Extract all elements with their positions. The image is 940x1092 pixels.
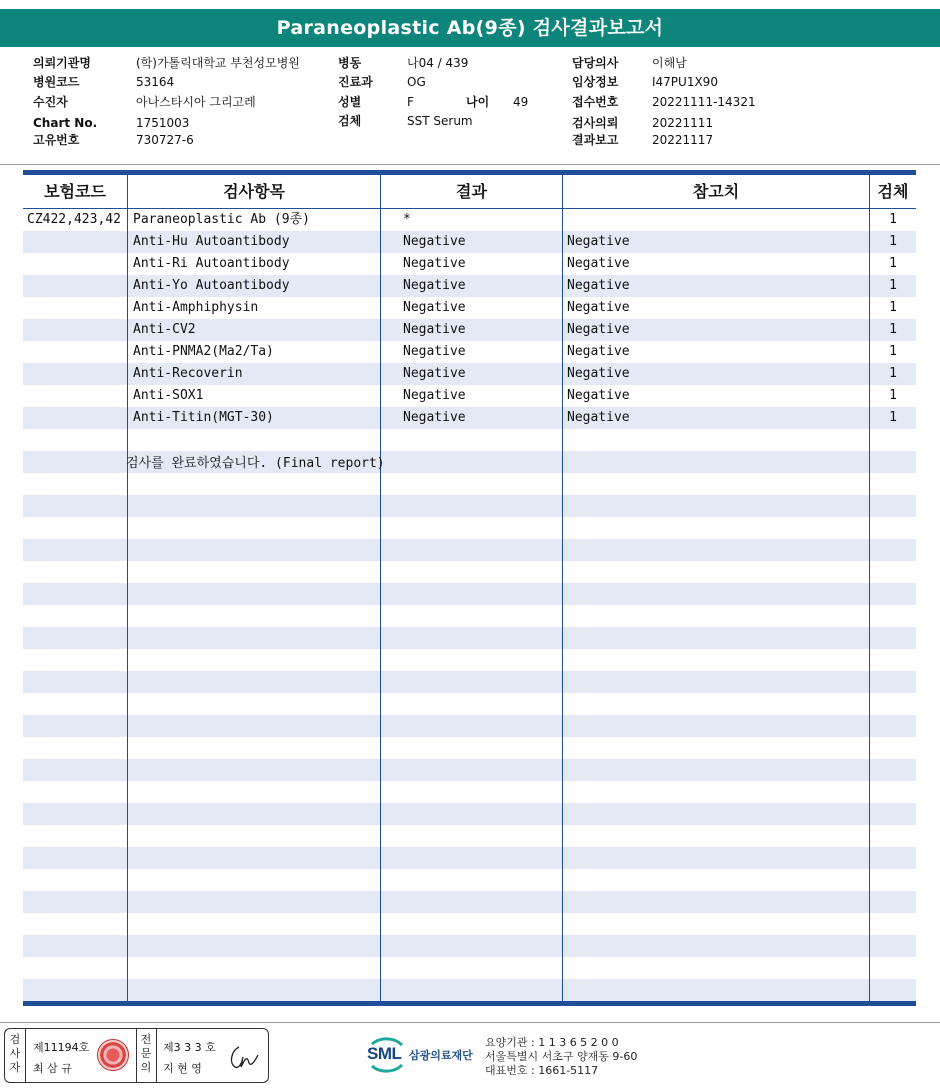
contact-line: 요양기관 : 1 1 3 6 5 2 0 0 (485, 1036, 619, 1049)
cell-reference: Negative (567, 388, 630, 403)
cell-specimen: 1 (889, 366, 897, 381)
cell-reference: Negative (567, 410, 630, 425)
official-seal-icon (97, 1039, 129, 1071)
examiner-label: 검사자 (9, 1033, 21, 1074)
cell-item: Anti-PNMA2(Ma2/Ta) (133, 344, 274, 359)
cell-specimen: 1 (889, 256, 897, 271)
confirmer-name: 지 현 영 (163, 1062, 202, 1075)
report-title: Paraneoplastic Ab(9종) 검사결과보고서 (0, 9, 940, 47)
header-label-institution: 의뢰기관명 (33, 56, 91, 70)
column-header-code: 보험코드 (44, 182, 106, 201)
column-header-result: 결과 (456, 182, 487, 201)
header-label-hospital-code: 병원코드 (33, 75, 80, 89)
cell-reference: Negative (567, 322, 630, 337)
cell-specimen: 1 (889, 300, 897, 315)
header-label-chart-no: Chart No. (33, 116, 98, 130)
cell-specimen: 1 (889, 234, 897, 249)
header-value-ward: 나04 / 439 (407, 56, 469, 70)
header-value-doctor: 이해남 (652, 56, 687, 70)
cell-reference: Negative (567, 278, 630, 293)
table-stripe (23, 583, 916, 605)
header-label-ward: 병동 (338, 56, 362, 70)
cell-result: Negative (403, 410, 466, 425)
cell-result: Negative (403, 344, 466, 359)
table-row (23, 341, 916, 363)
header-value-department: OG (407, 75, 426, 89)
table-stripe (23, 979, 916, 1001)
cell-item: Anti-Titin(MGT-30) (133, 410, 274, 425)
examiner-license: 제11194호 (33, 1041, 90, 1054)
footer-divider (0, 1022, 940, 1023)
column-header-specimen: 검체 (877, 182, 909, 201)
table-stripe (23, 935, 916, 957)
cell-result: Negative (403, 256, 466, 271)
cell-specimen: 1 (889, 344, 897, 359)
header-value-institution: (학)가톨릭대학교 부천성모병원 (136, 56, 300, 70)
header-value-request-date: 20221111 (652, 116, 714, 130)
table-stripe (23, 759, 916, 781)
table-row (23, 253, 916, 275)
table-row (23, 275, 916, 297)
cell-item: Anti-Amphiphysin (133, 300, 259, 315)
examiner-name: 최 삼 규 (33, 1062, 72, 1075)
cell-reference: Negative (567, 256, 630, 271)
cell-reference: Negative (567, 234, 630, 249)
header-label-patient: 수진자 (33, 95, 68, 109)
table-row (23, 407, 916, 429)
header-divider (0, 164, 940, 165)
header-value-age: 49 (513, 95, 529, 109)
cell-reference: Negative (567, 366, 630, 381)
table-stripe (23, 891, 916, 913)
header-label-sex: 성별 (338, 95, 362, 109)
table-bottom-border (23, 1001, 916, 1006)
organization-name: 삼광의료재단 (409, 1049, 473, 1062)
contact-line: 대표번호 : 1661-5117 (485, 1064, 599, 1077)
table-row (23, 231, 916, 253)
signature-divider (136, 1029, 137, 1082)
cell-item: Anti-SOX1 (133, 388, 204, 403)
cell-result: * (403, 212, 411, 227)
table-stripe (23, 715, 916, 737)
cell-specimen: 1 (889, 212, 897, 227)
signature-box (4, 1028, 269, 1083)
cell-item: Anti-Hu Autoantibody (133, 234, 290, 249)
header-label-clinical-info: 임상정보 (572, 75, 619, 89)
cell-reference: Negative (567, 344, 630, 359)
table-stripe (23, 671, 916, 693)
table-row (23, 363, 916, 385)
cell-item: Anti-Recoverin (133, 366, 243, 381)
header-label-receipt-no: 접수번호 (572, 95, 619, 109)
cell-item: Paraneoplastic Ab (9종) (133, 212, 310, 227)
header-label-report-date: 결과보고 (572, 133, 619, 147)
cell-result: Negative (403, 300, 466, 315)
table-row (23, 209, 916, 231)
header-value-report-date: 20221117 (652, 133, 714, 147)
header-value-chart-no: 1751003 (136, 116, 190, 130)
cell-result: Negative (403, 278, 466, 293)
header-label-age: 나이 (466, 95, 490, 109)
cell-code: CZ422,423,42 (27, 212, 121, 227)
table-stripe (23, 495, 916, 517)
contact-info (485, 1036, 637, 1078)
header-value-sex: F (407, 95, 414, 109)
sml-logo (366, 1036, 478, 1074)
cell-item: Anti-Yo Autoantibody (133, 278, 290, 293)
header-value-specimen: SST Serum (407, 114, 473, 128)
cell-item: Anti-Ri Autoantibody (133, 256, 290, 271)
report-header (0, 0, 940, 164)
cell-item: Anti-CV2 (133, 322, 196, 337)
cell-specimen: 1 (889, 410, 897, 425)
header-value-unique-no: 730727-6 (136, 133, 194, 147)
header-label-specimen: 검체 (338, 114, 362, 128)
header-label-department: 진료과 (338, 75, 373, 89)
table-row (23, 385, 916, 407)
table-stripe (23, 627, 916, 649)
cell-result: Negative (403, 234, 466, 249)
logo-text: SML (367, 1044, 402, 1063)
signature-icon (225, 1037, 261, 1075)
cell-specimen: 1 (889, 278, 897, 293)
header-value-patient: 아나스타시아 그리고레 (136, 95, 256, 109)
header-value-hospital-code: 53164 (136, 75, 175, 89)
completion-note: 검사를 완료하였습니다. (Final report) (126, 456, 385, 471)
cell-result: Negative (403, 366, 466, 381)
confirmer-license: 제3 3 3 호 (163, 1041, 216, 1054)
cell-specimen: 1 (889, 388, 897, 403)
header-label-request-date: 검사의뢰 (572, 116, 619, 130)
signature-divider (156, 1029, 157, 1082)
cell-result: Negative (403, 322, 466, 337)
header-value-clinical-info: I47PU1X90 (652, 75, 718, 89)
column-header-reference: 참고치 (692, 182, 740, 201)
header-label-doctor: 담당의사 (572, 56, 619, 70)
column-header-item: 검사항목 (223, 182, 285, 201)
result-table (23, 170, 916, 1006)
cell-reference: Negative (567, 300, 630, 315)
table-stripe (23, 847, 916, 869)
table-row (23, 319, 916, 341)
signature-divider (25, 1029, 26, 1082)
cell-specimen: 1 (889, 322, 897, 337)
header-label-unique-no: 고유번호 (33, 133, 80, 147)
table-stripe (23, 803, 916, 825)
header-value-receipt-no: 20221111-14321 (652, 95, 756, 109)
table-stripe (23, 539, 916, 561)
cell-result: Negative (403, 388, 466, 403)
contact-line: 서울특별시 서초구 양재동 9-60 (485, 1050, 638, 1063)
table-row (23, 297, 916, 319)
confirmer-label: 전문의 (140, 1033, 152, 1074)
